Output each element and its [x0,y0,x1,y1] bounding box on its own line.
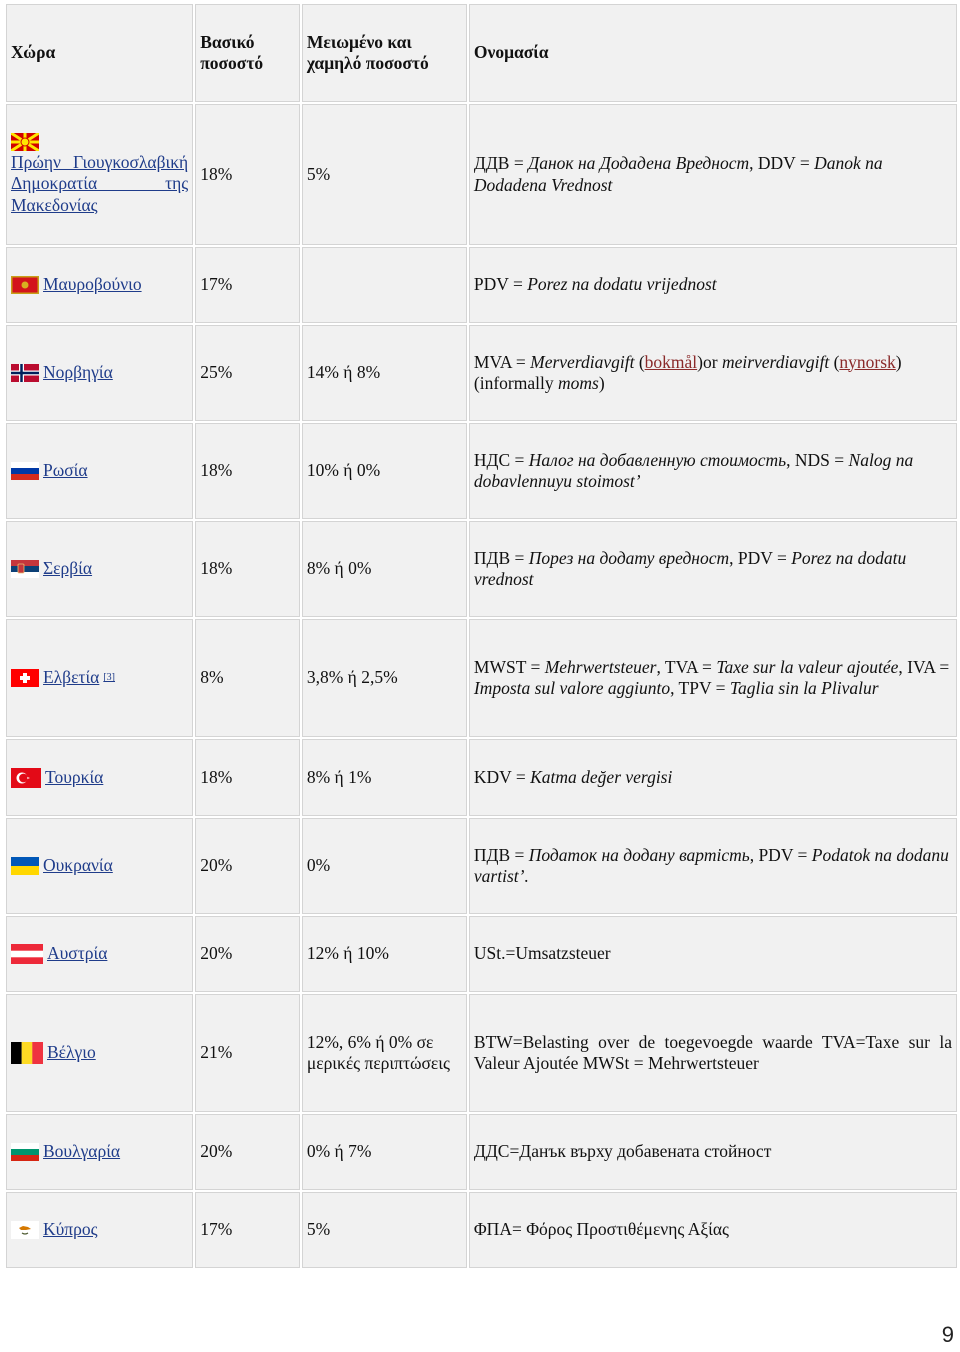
name-text: moms [557,373,599,393]
reduced-rate-cell: 8% ή 0% [302,521,467,617]
table-row [6,619,957,737]
country-link[interactable]: Ουκρανία [43,855,113,876]
name-text: Danok na Dodadena Vrednost [473,153,883,195]
name-text: Podatok na dodanu vartist’. [473,844,949,886]
header-row [6,4,957,102]
reduced-rate-cell [302,247,467,323]
name-cell: ДДС=Данък върху добавената стойност [469,1114,957,1190]
name-cell: USt.=Umsatzsteuer [469,916,957,992]
country-cell [6,739,193,816]
page-number: 9 [941,1322,954,1347]
name-text: , NDS = [786,449,849,470]
vat-rates-table [4,2,959,1270]
name-text: Порез на додату вредност [528,547,730,568]
name-text: Katma değer vergisi [530,766,673,787]
name-cell [469,619,957,737]
name-text: Imposta sul valore aggiunto [473,678,671,698]
table-row [6,104,957,245]
ukraine-flag-icon [11,857,39,875]
name-text: ПДВ = [473,844,529,865]
name-text: , PDV = [729,547,792,568]
name-text: )or [697,351,722,372]
name-text: НДС = [473,449,529,470]
base-rate-cell: 8% [195,619,300,737]
serbia-flag-icon [11,560,39,578]
name-cell [469,521,957,617]
country-link[interactable]: Ρωσία [43,460,88,481]
name-text: PDV = [473,274,528,295]
reduced-rate-cell: 12% ή 10% [302,916,467,992]
base-rate-cell: 21% [195,994,300,1112]
russia-flag-icon [11,462,39,480]
country-link[interactable]: Πρώην Γιουγκοσλαβική Δημοκρατία της Μακεδονίας [11,151,189,215]
country-cell [6,818,193,914]
name-text: Porez na dodatu vrednost [473,547,907,589]
header-base-rate: Βασικό ποσοστό [195,4,300,102]
country-link[interactable]: Βουλγαρία [43,1141,121,1162]
reduced-rate-cell: 12%, 6% ή 0% σε μερικές περιπτώσεις [302,994,467,1112]
name-text: Налог на добавленную стоимость [528,449,787,470]
name-cell [469,423,957,519]
name-text: ) [598,373,605,393]
name-cell [469,104,957,245]
base-rate-cell: 20% [195,818,300,914]
header-country: Χώρα [6,4,193,102]
name-cell [469,739,957,816]
nynorsk-link[interactable]: nynorsk [839,351,896,372]
name-text: , TVA = [656,656,717,677]
reduced-rate-cell: 8% ή 1% [302,739,467,816]
reduced-rate-cell: 5% [302,104,467,245]
country-link[interactable]: Τουρκία [45,766,104,787]
name-text: Mehrwertsteuer [544,656,657,677]
country-cell [6,247,193,323]
base-rate-cell: 17% [195,1192,300,1268]
header-name: Ονομασία [469,4,957,102]
norway-flag-icon [11,364,39,382]
name-text: Merverdiavgift [530,351,635,372]
name-text: Податок на додану вартість [528,844,750,865]
name-text: ) (informally [473,351,902,393]
country-cell [6,916,193,992]
base-rate-cell: 18% [195,104,300,245]
belgium-flag-icon [11,1042,43,1064]
austria-flag-icon [11,944,43,964]
turkey-flag-icon [11,768,41,788]
reduced-rate-cell: 5% [302,1192,467,1268]
name-text: , DDV = [749,153,815,173]
name-text: Taxe sur la valeur ajoutée [716,656,899,677]
base-rate-cell: 20% [195,1114,300,1190]
country-cell [6,325,193,421]
country-cell [6,521,193,617]
name-text: ПДВ = [473,547,529,568]
name-cell [469,818,957,914]
country-link[interactable]: Αυστρία [47,943,108,964]
name-text: ( [829,351,840,372]
table-row [6,423,957,519]
country-link[interactable]: Νορβηγία [43,362,113,383]
country-cell [6,994,193,1112]
reduced-rate-cell: 0% ή 7% [302,1114,467,1190]
north-macedonia-flag-icon [11,133,39,151]
table-row [6,739,957,816]
bulgaria-flag-icon [11,1143,39,1161]
name-text: KDV = [473,766,531,787]
name-text: MVA = [473,351,531,372]
name-cell [469,247,957,323]
name-text [474,1032,952,1075]
country-link[interactable]: Κύπρος [43,1219,98,1240]
name-cell [469,994,957,1112]
name-cell [469,325,957,421]
table-row [6,916,957,992]
base-rate-cell: 18% [195,423,300,519]
country-link[interactable]: Βέλγιο [47,1042,96,1063]
reference-link[interactable]: [3] [103,672,116,684]
name-text: Taglia sin la Plivalur [729,678,879,698]
country-link[interactable]: Μαυροβούνιο [43,274,142,295]
bokmal-link[interactable]: bokmål [644,351,698,372]
table-row [6,521,957,617]
country-cell [6,423,193,519]
country-link[interactable]: Σερβία [43,558,93,579]
name-text: meirverdiavgift [721,351,830,372]
name-text: Данок на Додадена Вредност [528,153,750,173]
name-cell: ΦΠΑ= Φόρος Προστιθέμενης Αξίας [469,1192,957,1268]
country-cell [6,1192,193,1268]
country-cell [6,104,193,245]
reduced-rate-cell: 10% ή 0% [302,423,467,519]
country-link[interactable]: Ελβετία [43,667,100,688]
table-row [6,818,957,914]
base-rate-cell: 25% [195,325,300,421]
cyprus-flag-icon [11,1221,39,1239]
table-row [6,325,957,421]
table-row [6,1192,957,1268]
base-rate-cell: 18% [195,739,300,816]
name-text: BTW=Belasting over de toegevoegde waarde TVA=Taxe sur la Valeur Ajoutée MWSt = Mehrwertsteuer [473,1031,952,1073]
switzerland-flag-icon [11,669,39,687]
reduced-rate-cell: 14% ή 8% [302,325,467,421]
base-rate-cell: 18% [195,521,300,617]
base-rate-cell: 17% [195,247,300,323]
reduced-rate-cell: 3,8% ή 2,5% [302,619,467,737]
name-text: ( [634,351,645,372]
header-reduced-rate: Μειωμένο και χαμηλό ποσοστό [302,4,467,102]
name-text: , TPV = [670,678,730,698]
country-cell [6,1114,193,1190]
table-row [6,1114,957,1190]
name-text: Porez na dodatu vrijednost [527,274,717,295]
base-rate-cell: 20% [195,916,300,992]
montenegro-flag-icon [11,276,39,294]
country-cell [6,619,193,737]
reduced-rate-cell: 0% [302,818,467,914]
name-text: Nalog na dobavlennuyu stoimost’ [473,449,914,491]
table-row [6,247,957,323]
name-text: ДДВ = [473,153,529,173]
table-row [6,994,957,1112]
name-text: , PDV = [749,844,812,865]
name-text: , IVA = [898,656,950,677]
name-text: MWST = [473,656,545,677]
